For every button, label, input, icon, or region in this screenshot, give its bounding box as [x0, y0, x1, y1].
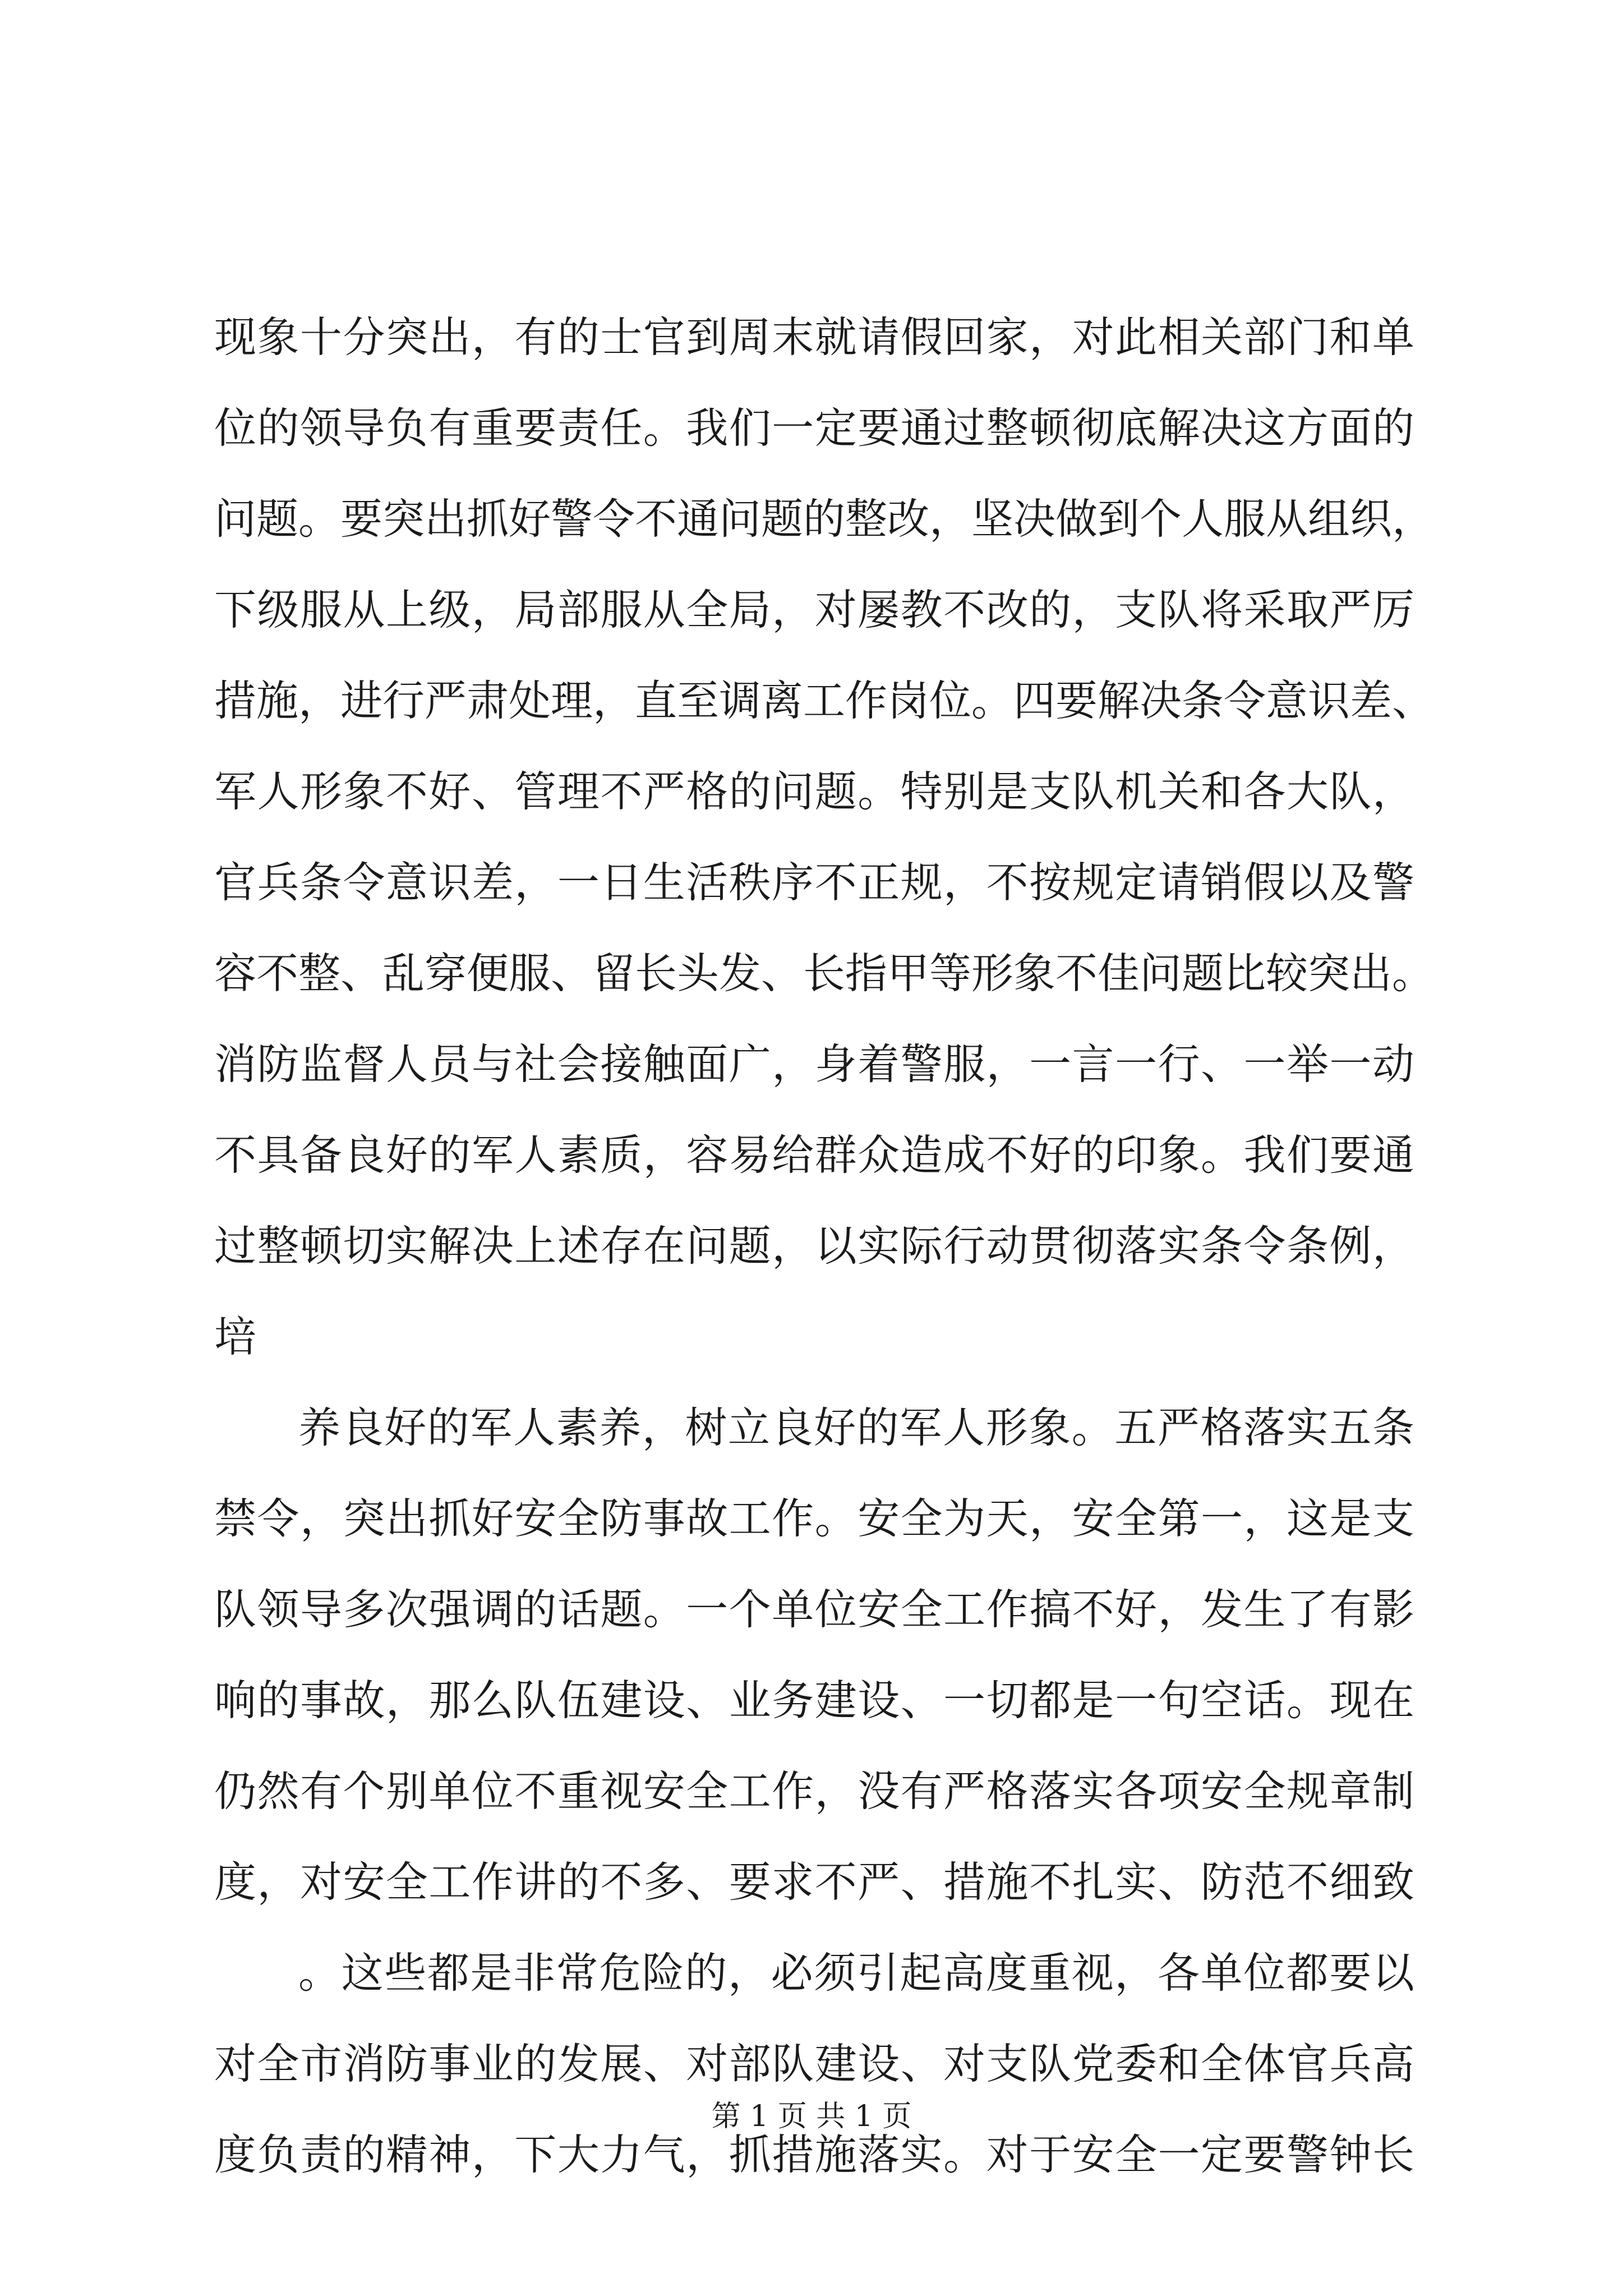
text-line: 度负责的精神，下大力气，抓措施落实。对于安全一定要警钟长: [214, 2130, 1414, 2179]
text-line: 禁令，突出抓好安全防事故工作。安全为天，安全第一，这是支: [214, 1494, 1414, 1543]
text-line: 。这些都是非常危险的，必须引起高度重视，各单位都要以: [298, 1948, 1414, 1998]
text-line: 位的领导负有重要责任。我们一定要通过整顿彻底解决这方面的: [214, 403, 1414, 453]
text-line: 现象十分突出，有的士官到周末就请假回家，对此相关部门和单: [214, 312, 1414, 362]
page-number-label: 第 1 页 共 1 页: [711, 2100, 912, 2133]
text-line: 队领导多次强调的话题。一个单位安全工作搞不好，发生了有影: [214, 1585, 1414, 1634]
text-line: 度，对安全工作讲的不多、要求不严、措施不扎实、防范不细致: [214, 1857, 1414, 1907]
text-line: 容不整、乱穿便服、留长头发、长指甲等形象不佳问题比较突出。: [214, 949, 1435, 998]
text-line: 仍然有个别单位不重视安全工作，没有严格落实各项安全规章制: [214, 1766, 1414, 1816]
text-line: 不具备良好的军人素质，容易给群众造成不好的印象。我们要通: [214, 1130, 1414, 1180]
text-line: 过整顿切实解决上述存在问题，以实际行动贯彻落实条令条例，: [214, 1221, 1414, 1271]
text-line: 消防监督人员与社会接触面广，身着警服，一言一行、一举一动: [214, 1039, 1414, 1089]
body-text: [214, 292, 1435, 2200]
text-line: 对全市消防事业的发展、对部队建设、对支队党委和全体官兵高: [214, 2039, 1414, 2088]
text-line: 培: [214, 1312, 257, 1361]
page-footer: [0, 2097, 1623, 2136]
text-line: 下级服从上级，局部服从全局，对屡教不改的，支队将采取严厉: [214, 585, 1414, 634]
text-line: 响的事故，那么队伍建设、业务建设、一切都是一句空话。现在: [214, 1676, 1414, 1725]
text-line: 军人形象不好、管理不严格的问题。特别是支队机关和各大队，: [214, 767, 1414, 816]
text-line: 官兵条令意识差，一日生活秩序不正规，不按规定请销假以及警: [214, 858, 1414, 907]
text-line: 问题。要突出抓好警令不通问题的整改，坚决做到个人服从组织，: [214, 494, 1435, 544]
text-line: 养良好的军人素养，树立良好的军人形象。五严格落实五条: [298, 1403, 1414, 1452]
text-line: 措施，进行严肃处理，直至调离工作岗位。四要解决条令意识差、: [214, 676, 1435, 725]
